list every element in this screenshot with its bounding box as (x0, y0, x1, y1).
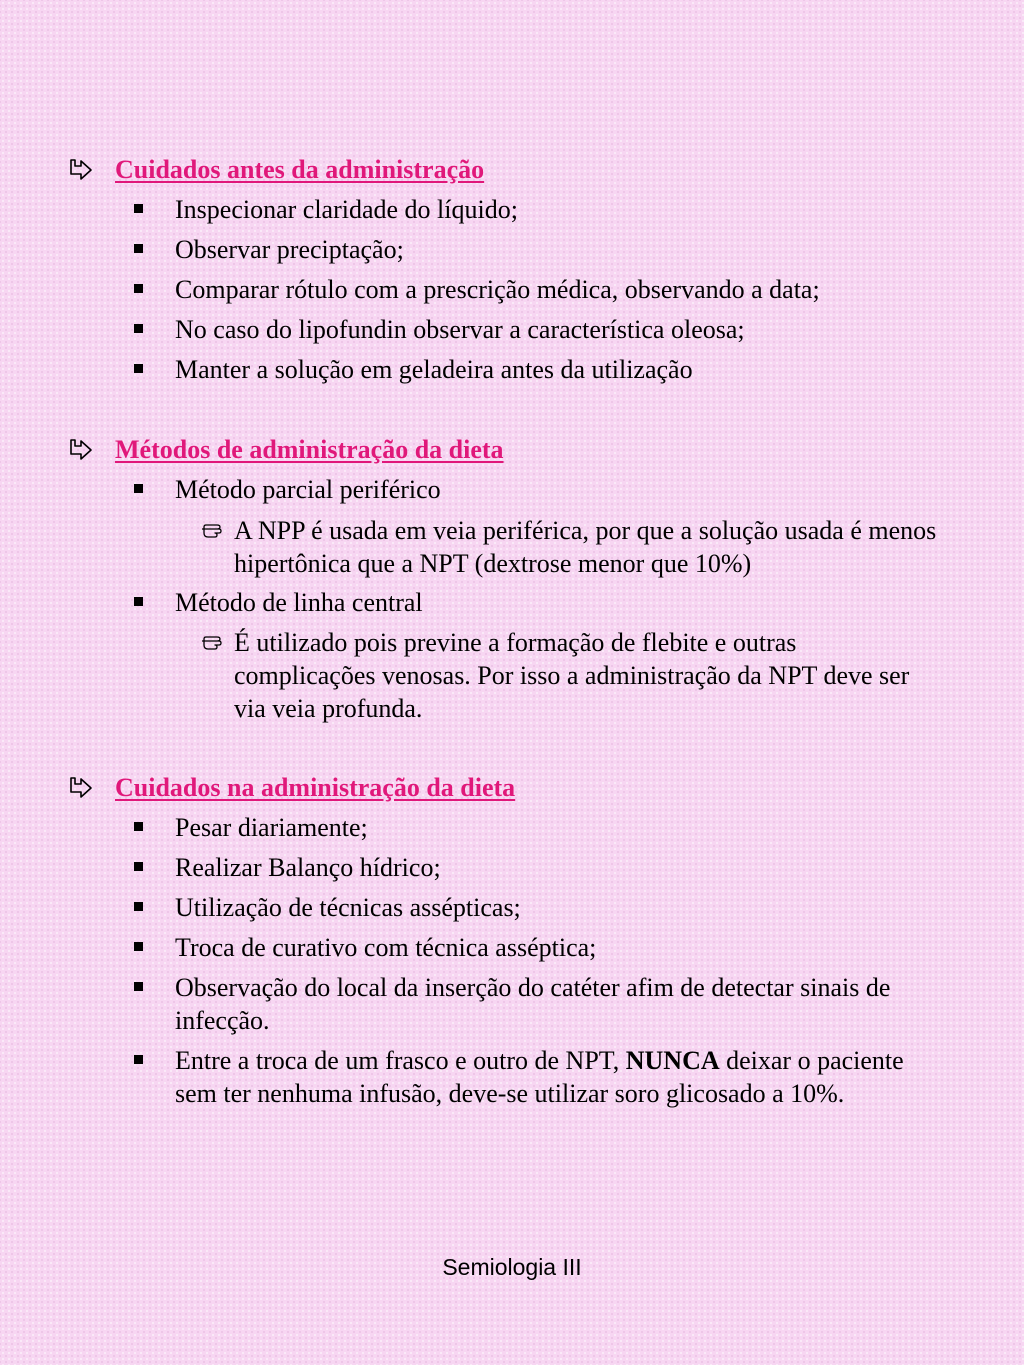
list-item (175, 313, 745, 346)
list-item (175, 473, 441, 506)
list-item-text: Realizar Balanço hídrico; (175, 853, 441, 882)
square-bullet-icon (134, 204, 143, 213)
list-item-text-before: Entre a troca de um frasco e outro de NPT, (175, 1046, 626, 1075)
slide-footer: Semiologia III (442, 1254, 582, 1280)
sub-item (234, 626, 934, 725)
list-item-text: Comparar rótulo com a prescrição médica, observando a data; (175, 275, 820, 304)
hollow-arrow-icon (68, 437, 94, 463)
list-item-text: Método parcial periférico (175, 475, 441, 504)
list-item-text-after: deixar o paciente sem ter nenhuma infusão, deve-se utilizar soro glicosado a 10%. (175, 1046, 904, 1108)
list-item (175, 811, 368, 844)
list-item (175, 971, 935, 1037)
square-bullet-icon (134, 244, 143, 253)
hollow-arrow-icon (68, 775, 94, 801)
list-item-text: Manter a solução em geladeira antes da utilização (175, 355, 693, 384)
list-item (175, 233, 404, 266)
list-item (175, 851, 441, 884)
square-bullet-icon (134, 597, 143, 606)
list-item-text: Observação do local da inserção do catéter afim de detectar sinais de infecção. (175, 973, 891, 1035)
section-heading: Cuidados antes da administração (115, 155, 485, 184)
section-heading: Cuidados na administração da dieta (115, 773, 516, 802)
list-item (175, 353, 693, 386)
square-bullet-icon (134, 862, 143, 871)
square-bullet-icon (134, 284, 143, 293)
list-item-text: Troca de curativo com técnica asséptica; (175, 933, 597, 962)
emphasis-never: NUNCA (625, 1046, 720, 1075)
list-item-text: Método de linha central (175, 588, 423, 617)
square-bullet-icon (134, 484, 143, 493)
list-item (175, 891, 521, 924)
pointing-hand-icon (201, 520, 227, 538)
list-item-text: Observar preciptação; (175, 235, 404, 264)
list-item (175, 586, 423, 619)
sub-item (234, 514, 954, 580)
hollow-arrow-icon (68, 157, 94, 183)
square-bullet-icon (134, 942, 143, 951)
list-item (175, 273, 820, 306)
square-bullet-icon (134, 902, 143, 911)
square-bullet-icon (134, 982, 143, 991)
section-heading: Métodos de administração da dieta (115, 435, 504, 464)
list-item (175, 193, 518, 226)
list-item-text: Pesar diariamente; (175, 813, 368, 842)
sub-item-text: É utilizado pois previne a formação de flebite e outras complicações venosas. Por isso a administração da NPT deve ser via veia profunda. (234, 628, 910, 723)
list-item-text: No caso do lipofundin observar a característica oleosa; (175, 315, 745, 344)
square-bullet-icon (134, 324, 143, 333)
square-bullet-icon (134, 364, 143, 373)
list-item-text: Inspecionar claridade do líquido; (175, 195, 518, 224)
sub-item-text: A NPP é usada em veia periférica, por que a solução usada é menos hipertônica que a NPT (dextrose menor que 10%) (234, 516, 937, 578)
list-item (175, 1044, 935, 1110)
pointing-hand-icon (201, 632, 227, 650)
square-bullet-icon (134, 1055, 143, 1064)
list-item (175, 931, 596, 964)
list-item-text: Utilização de técnicas assépticas; (175, 893, 521, 922)
square-bullet-icon (134, 822, 143, 831)
